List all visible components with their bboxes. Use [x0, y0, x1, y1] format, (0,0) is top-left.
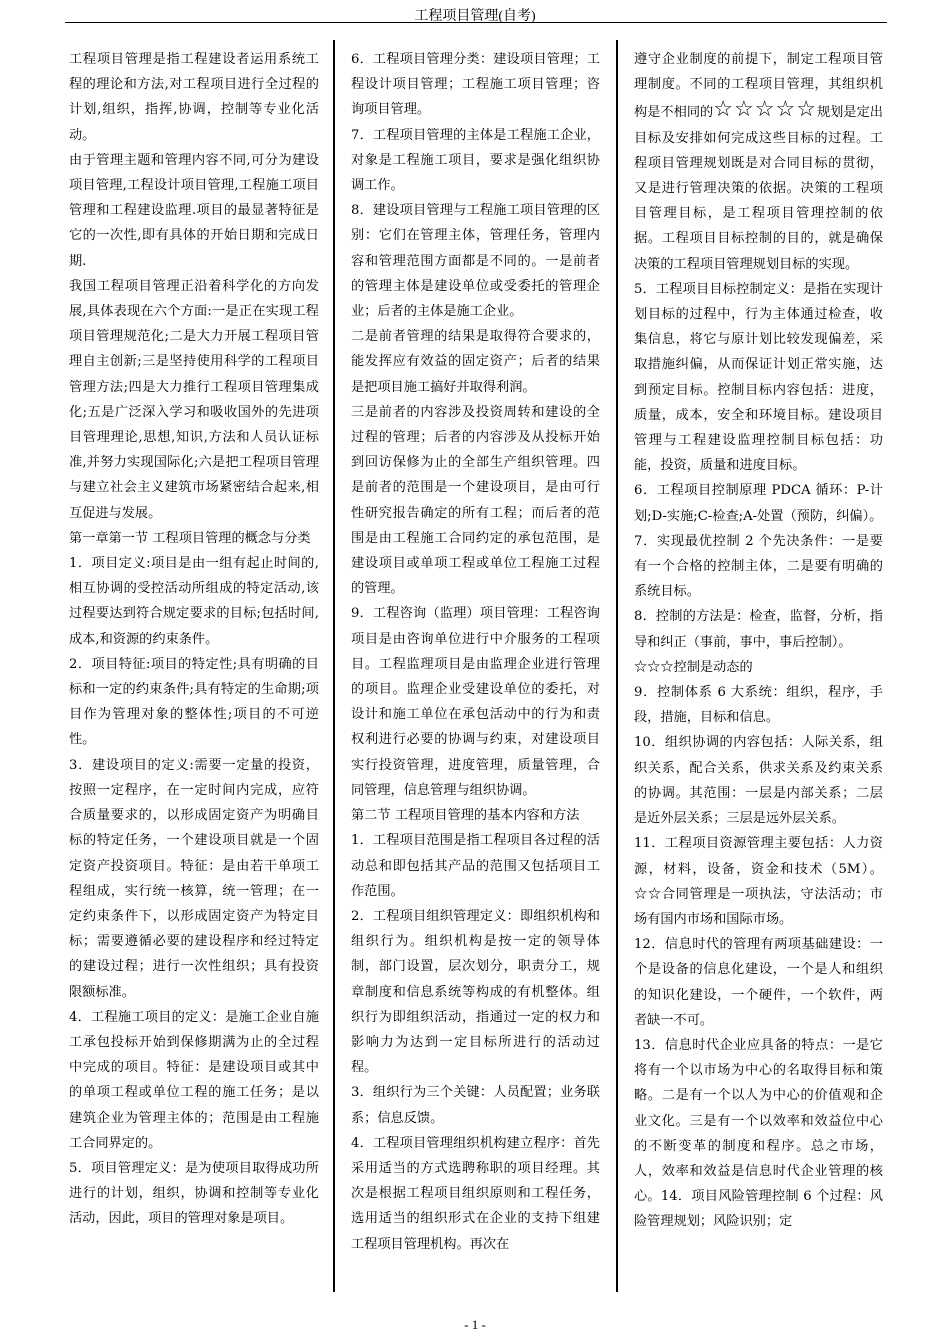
paragraph: 2．项目特征:项目的特定性;具有明确的目标和一定的约束条件;具有特定的生命期;项目作为管理对象的整体性;项目的不可逆性。 — [69, 656, 319, 748]
text-column-2 — [351, 47, 600, 1292]
paragraph: 1．项目定义:项目是由一组有起止时间的,相互协调的受控活动所组成的特定活动,该过程要达到符合规定要求的目标;包括时间,成本,和资源的约束条件。 — [69, 556, 319, 647]
paragraph: 由于管理主题和管理内容不同,可分为建设项目管理,工程设计项目管理,工程施工项目管理和工程建设监理.项目的最显著特征是它的一次性,即有具体的开始日期和完成日期. — [69, 152, 319, 269]
paragraph: 5．工程项目目标控制定义：是指在实现计划目标的过程中，行为主体通过检查，收集信息，将它与原计划比较发现偏差，采取措施纠偏，从而保证计划正常实施，达到预定目标。控制目标内容包括：进度，质量，成本，安全和环境目标。建设项目管理与工程建设监理控制目标包括：功能，投资，质量和进度目标。 — [634, 281, 883, 474]
column-divider — [616, 40, 618, 1292]
column-divider — [333, 40, 335, 1292]
paragraph-text: 规划是定出目标及安排如何完成这些目标的过程。工程项目管理规划既是对合同目标的贯彻，又是进行管理决策的依据。决策的工程项目管理目标，是工程项目管理控制的依据。工程项目目标控制的目的，就是确保决策的工程项目管理规划目标的实现。 — [634, 105, 883, 272]
paragraph: 9．控制体系 6 大系统：组织，程序，手段，措施，目标和信息。 — [634, 685, 883, 726]
star-note: ☆☆☆控制是动态的 — [634, 659, 753, 675]
paragraph: 8．建设项目管理与工程施工项目管理的区别：它们在管理主体，管理任务，管理内容和管理范围方面都是不同的。一是前者的管理主体是建设单位或受委托的管理企业；后者的主体是施工企业。 — [351, 203, 600, 320]
paragraph: 13．信息时代企业应具备的特点：一是它将有一个以市场为中心的名取得目标和策略。二是有一个以人为中心的价值观和企业文化。三是有一个以效率和效益位中心的不断变革的制度和程序。总之市场，人，效率和效益是信息时代企业管理的核心。14．项目风险管理控制 6 个过程：风险管理规划；风险识别；定 — [634, 1037, 883, 1230]
paragraph: 11．工程项目资源管理主要包括：人力资源，材料，设备，资金和技术（5M）。☆☆合同管理是一项执法，守法活动；市场有国内市场和国际市场。 — [634, 836, 883, 927]
paragraph: 2．工程项目组织管理定义：即组织机构和组织行为。组织机构是按一定的领导体制，部门设置，层次划分，职责分工，规章制度和信息系统等构成的有机整体。组织行为即组织活动，指通过一定的权力和影响力为达到一定目标所进行的活动过程。 — [351, 908, 600, 1076]
paragraph: 我国工程项目管理正沿着科学化的方向发展,具体表现在六个方面:一是正在实现工程项目管理规范化;二是大力开展工程项目管理自主创新;三是坚持使用科学的工程项目管理方法;四是大力推行工程项目管理集成化;五是广泛深入学习和吸收国外的先进项目管理理论,思想,知识,方法和人员认证标准,并努力实现国际化;六是把工程项目管理与建立社会主义建筑市场紧密结合起来,相互促进与发展。 — [69, 278, 319, 521]
paragraph: 1．工程项目范围是指工程项目各过程的活动总和即包括其产品的范围又包括项目工作范围。 — [351, 833, 600, 899]
paragraph: 10．组织协调的内容包括：人际关系，组织关系，配合关系，供求关系及约束关系的协调。其范围：一层是内部关系；二层是近外层关系；三层是远外层关系。 — [634, 735, 883, 827]
header-divider — [65, 22, 887, 23]
text-column-3 — [634, 47, 883, 1292]
paragraph: 二是前者管理的结果是取得符合要求的，能发挥应有效益的固定资产；后者的结果是把项目施工搞好并取得利润。 — [351, 329, 600, 395]
paragraph: 8．控制的方法是：检查，监督，分析，指导和纠正（事前，事中，事后控制）。 — [634, 609, 883, 650]
paragraph: 6．工程项目管理分类：建设项目管理；工程设计项目管理；工程施工项目管理；咨询项目管理。 — [351, 52, 600, 118]
paragraph — [634, 47, 883, 277]
section-heading: 第一章第一节 工程项目管理的概念与分类 — [69, 530, 311, 546]
paragraph: 5．项目管理定义：是为使项目取得成功所进行的计划，组织，协调和控制等专业化活动，因此，项目的管理对象是项目。 — [69, 1160, 319, 1227]
paragraph: 3．组织行为三个关键：人员配置；业务联系；信息反馈。 — [351, 1085, 600, 1126]
paragraph: 4．工程项目管理组织机构建立程序：首先采用适当的方式选聘称职的项目经理。其次是根据工程项目组织原则和工程任务，选用适当的组织形式在企业的支持下组建工程项目管理机构。再次在 — [351, 1135, 600, 1252]
paragraph: 工程项目管理是指工程建设者运用系统工程的理论和方法,对工程项目进行全过程的计划,组织，指挥,协调，控制等专业化活动。 — [69, 52, 319, 143]
paragraph: 9．工程咨询（监理）项目管理：工程咨询项目是由咨询单位进行中介服务的工程项目。工程监理项目是由监理企业进行管理的项目。监理企业受建设单位的委托，对设计和施工单位在承包活动中的行为和责权利进行必要的协调与约束，对建设项目实行投资管理，进度管理，质量管理，合同管理，信息管理与组织协调。 — [351, 606, 600, 798]
page-header-title: 工程项目管理(自考) — [414, 9, 536, 24]
page-number: - 1 - — [464, 1317, 486, 1332]
text-column-1 — [69, 47, 319, 1292]
paragraph-text: 遵守企业制度的前提下，制定工程项目管理制度。不同的工程项目管理，其组织机构是不相同的 — [634, 52, 883, 121]
paragraph: 7．工程项目管理的主体是工程施工企业，对象是工程施工项目，要求是强化组织协调工作。 — [351, 127, 600, 194]
paragraph: 12．信息时代的管理有两项基础建设：一个是设备的信息化建设，一个是人和组织的知识化建设，一个硬件，一个软件，两者缺一不可。 — [634, 937, 883, 1028]
paragraph: 7．实现最优控制 2 个先决条件：一是要有一个合格的控制主体，二是要有明确的系统目标。 — [634, 533, 883, 600]
section-heading: 第二节 工程项目管理的基本内容和方法 — [351, 808, 580, 824]
paragraph: 三是前者的内容涉及投资周转和建设的全过程的管理；后者的内容涉及从投标开始到回访保修为止的全部生产组织管理。四是前者的范围是一个建设项目，是由可行性研究报告确定的所有工程；而后者的范围是由工程施工合同约定的承包范围，是建设项目或单项工程或单位工程施工过程的管理。 — [351, 404, 600, 597]
star-rating: ☆☆☆☆☆ — [713, 97, 817, 123]
paragraph: 4．工程施工项目的定义：是施工企业自施工承包投标开始到保修期满为止的全过程中完成的项目。特征：是建设项目或其中的单项工程或单位工程的施工任务；是以建筑企业为管理主体的；范围是由工程施工合同界定的。 — [69, 1009, 319, 1151]
paragraph: 6．工程项目控制原理 PDCA 循环：P-计划;D-实施;C-检查;A-处置（预防，纠偏）。 — [634, 483, 883, 524]
paragraph: 3．建设项目的定义:需要一定量的投资，按照一定程序，在一定时间内完成，应符合质量要求的，以形成固定资产为明确目标的特定任务，一个建设项目就是一个固定资产投资项目。特征：是由若干单项工程组成，实行统一核算，统一管理；在一定约束条件下，以形成固定资产为特定目标；需要遵循必要的建设程序和经过特定的建设过程；进行一次性组织；具有投资限额标准。 — [69, 757, 319, 1000]
